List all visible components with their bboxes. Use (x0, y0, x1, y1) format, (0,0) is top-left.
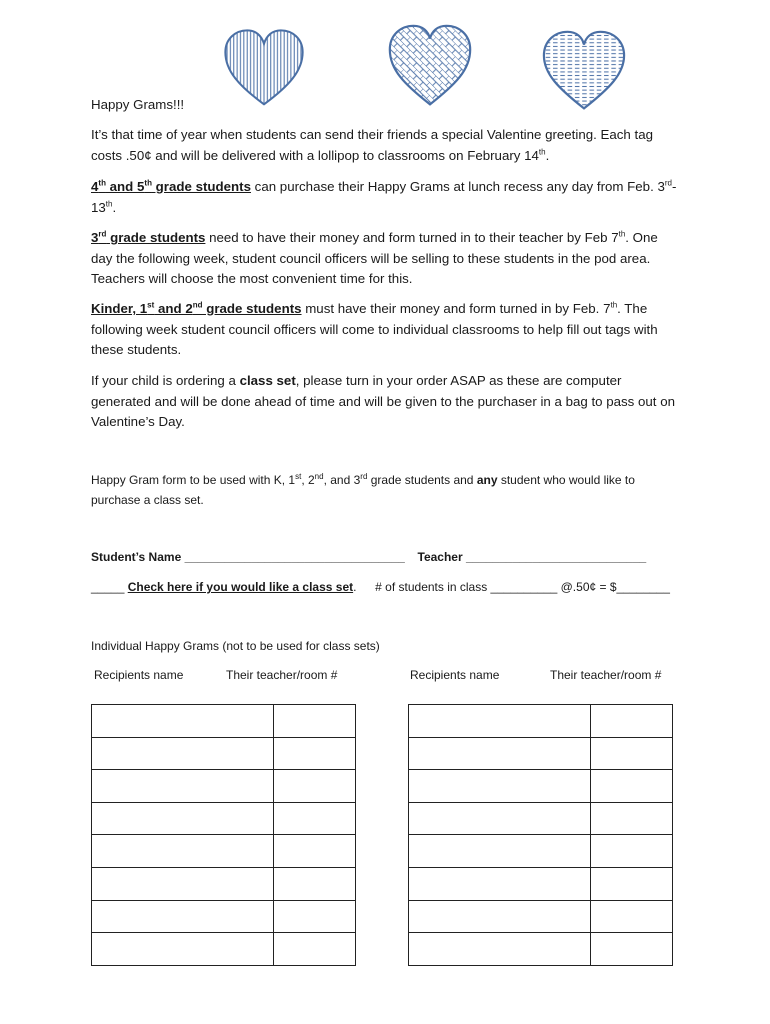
table-row (92, 737, 356, 770)
teacher-room-cell[interactable] (274, 835, 356, 868)
recipient-name-cell[interactable] (409, 867, 591, 900)
recipient-name-cell[interactable] (92, 770, 274, 803)
grade-3-paragraph: 3rd grade students need to have their money and form turned in to their teacher by Feb 7th. One day the following week, student council officers will be selling to these students in the pod area. Teachers will choose the most convenient time for this. (91, 229, 658, 286)
table-row (92, 867, 356, 900)
class-set-paragraph: If your child is ordering a class set, please turn in your order ASAP as these are computer generated and will be done ahead of time and will be given to the purchaser in a bag to pass out on Valentine’s Day. (91, 373, 675, 429)
table-row (92, 770, 356, 803)
recipient-name-cell[interactable] (92, 933, 274, 966)
recipient-name-cell[interactable] (92, 737, 274, 770)
page-title: Happy Grams!!! (91, 97, 185, 112)
table-row (409, 737, 673, 770)
student-name-label: Student’s Name (91, 550, 185, 564)
teacher-field[interactable]: ___________________________ (465, 550, 647, 564)
table-row (92, 835, 356, 868)
table-row (409, 933, 673, 966)
table-row (409, 867, 673, 900)
individual-heading: Individual Happy Grams (not to be used for class sets) (91, 639, 380, 653)
recipient-name-cell[interactable] (92, 802, 274, 835)
recipient-name-cell[interactable] (409, 933, 591, 966)
recipient-name-cell[interactable] (409, 835, 591, 868)
recipient-name-cell[interactable] (409, 900, 591, 933)
teacher-room-cell[interactable] (274, 705, 356, 738)
recipient-name-cell[interactable] (409, 737, 591, 770)
students-count-field[interactable]: # of students in class __________ @.50¢ = $________ (375, 580, 670, 594)
class-set-check-label: Check here if you would like a class set (127, 580, 354, 594)
recipient-name-cell[interactable] (92, 867, 274, 900)
right-recipient-table (408, 704, 673, 966)
teacher-room-cell[interactable] (274, 900, 356, 933)
recipient-name-cell[interactable] (92, 835, 274, 868)
kinder-1-2-paragraph: Kinder, 1st and 2nd grade students must have their money and form turned in by Feb. 7th. The following week student council officers will come to individual classrooms to help fill out tags with these students. (91, 300, 658, 357)
teacher-room-cell[interactable] (591, 705, 673, 738)
table-row (409, 900, 673, 933)
form-note: Happy Gram form to be used with K, 1st, 2nd, and 3rd grade students and any student who would like to purchase a class set. (91, 472, 635, 507)
recipient-name-cell[interactable] (92, 900, 274, 933)
grade-3-heading: 3rd grade students (91, 229, 206, 245)
kinder-1-2-heading: Kinder, 1st and 2nd grade students (91, 300, 302, 316)
teacher-room-cell[interactable] (274, 770, 356, 803)
teacher-room-cell[interactable] (591, 867, 673, 900)
table-row (92, 900, 356, 933)
teacher-room-cell[interactable] (591, 802, 673, 835)
teacher-room-cell[interactable] (274, 867, 356, 900)
table-row (409, 770, 673, 803)
class-set-checkbox-blank[interactable]: _____ (91, 580, 128, 594)
student-teacher-line (91, 549, 691, 565)
recipient-name-cell[interactable] (409, 770, 591, 803)
teacher-room-cell[interactable] (591, 770, 673, 803)
left-recipients-header: Recipients name (94, 668, 184, 682)
teacher-label: Teacher (417, 550, 466, 564)
table-row (409, 705, 673, 738)
teacher-room-cell[interactable] (274, 933, 356, 966)
teacher-room-cell[interactable] (591, 900, 673, 933)
teacher-room-cell[interactable] (591, 835, 673, 868)
grade-4-5-heading: 4th and 5th grade students (91, 178, 251, 194)
table-row (409, 802, 673, 835)
teacher-room-cell[interactable] (591, 933, 673, 966)
teacher-room-cell[interactable] (591, 737, 673, 770)
recipient-name-cell[interactable] (409, 802, 591, 835)
table-row (92, 705, 356, 738)
table-row (92, 933, 356, 966)
recipient-name-cell[interactable] (92, 705, 274, 738)
left-teacher-room-header: Their teacher/room # (226, 668, 338, 682)
left-recipient-table (91, 704, 356, 966)
student-name-field[interactable]: _________________________________ (184, 550, 405, 564)
table-row (92, 802, 356, 835)
table-row (409, 835, 673, 868)
teacher-room-cell[interactable] (274, 802, 356, 835)
grade-4-5-paragraph: 4th and 5th grade students can purchase their Happy Grams at lunch recess any day from Feb. 3rd- 13th. (91, 178, 677, 215)
teacher-room-cell[interactable] (274, 737, 356, 770)
recipient-name-cell[interactable] (409, 705, 591, 738)
right-recipients-header: Recipients name (410, 668, 500, 682)
class-set-check-line: _____ Check here if you would like a class set. # of students in class __________ @.50¢ = $________ (91, 580, 670, 594)
intro-paragraph: It’s that time of year when students can send their friends a special Valentine greeting. Each tag costs .50¢ and will be delivered with a lollipop to classrooms on February 14th. (91, 127, 654, 163)
right-teacher-room-header: Their teacher/room # (550, 668, 662, 682)
